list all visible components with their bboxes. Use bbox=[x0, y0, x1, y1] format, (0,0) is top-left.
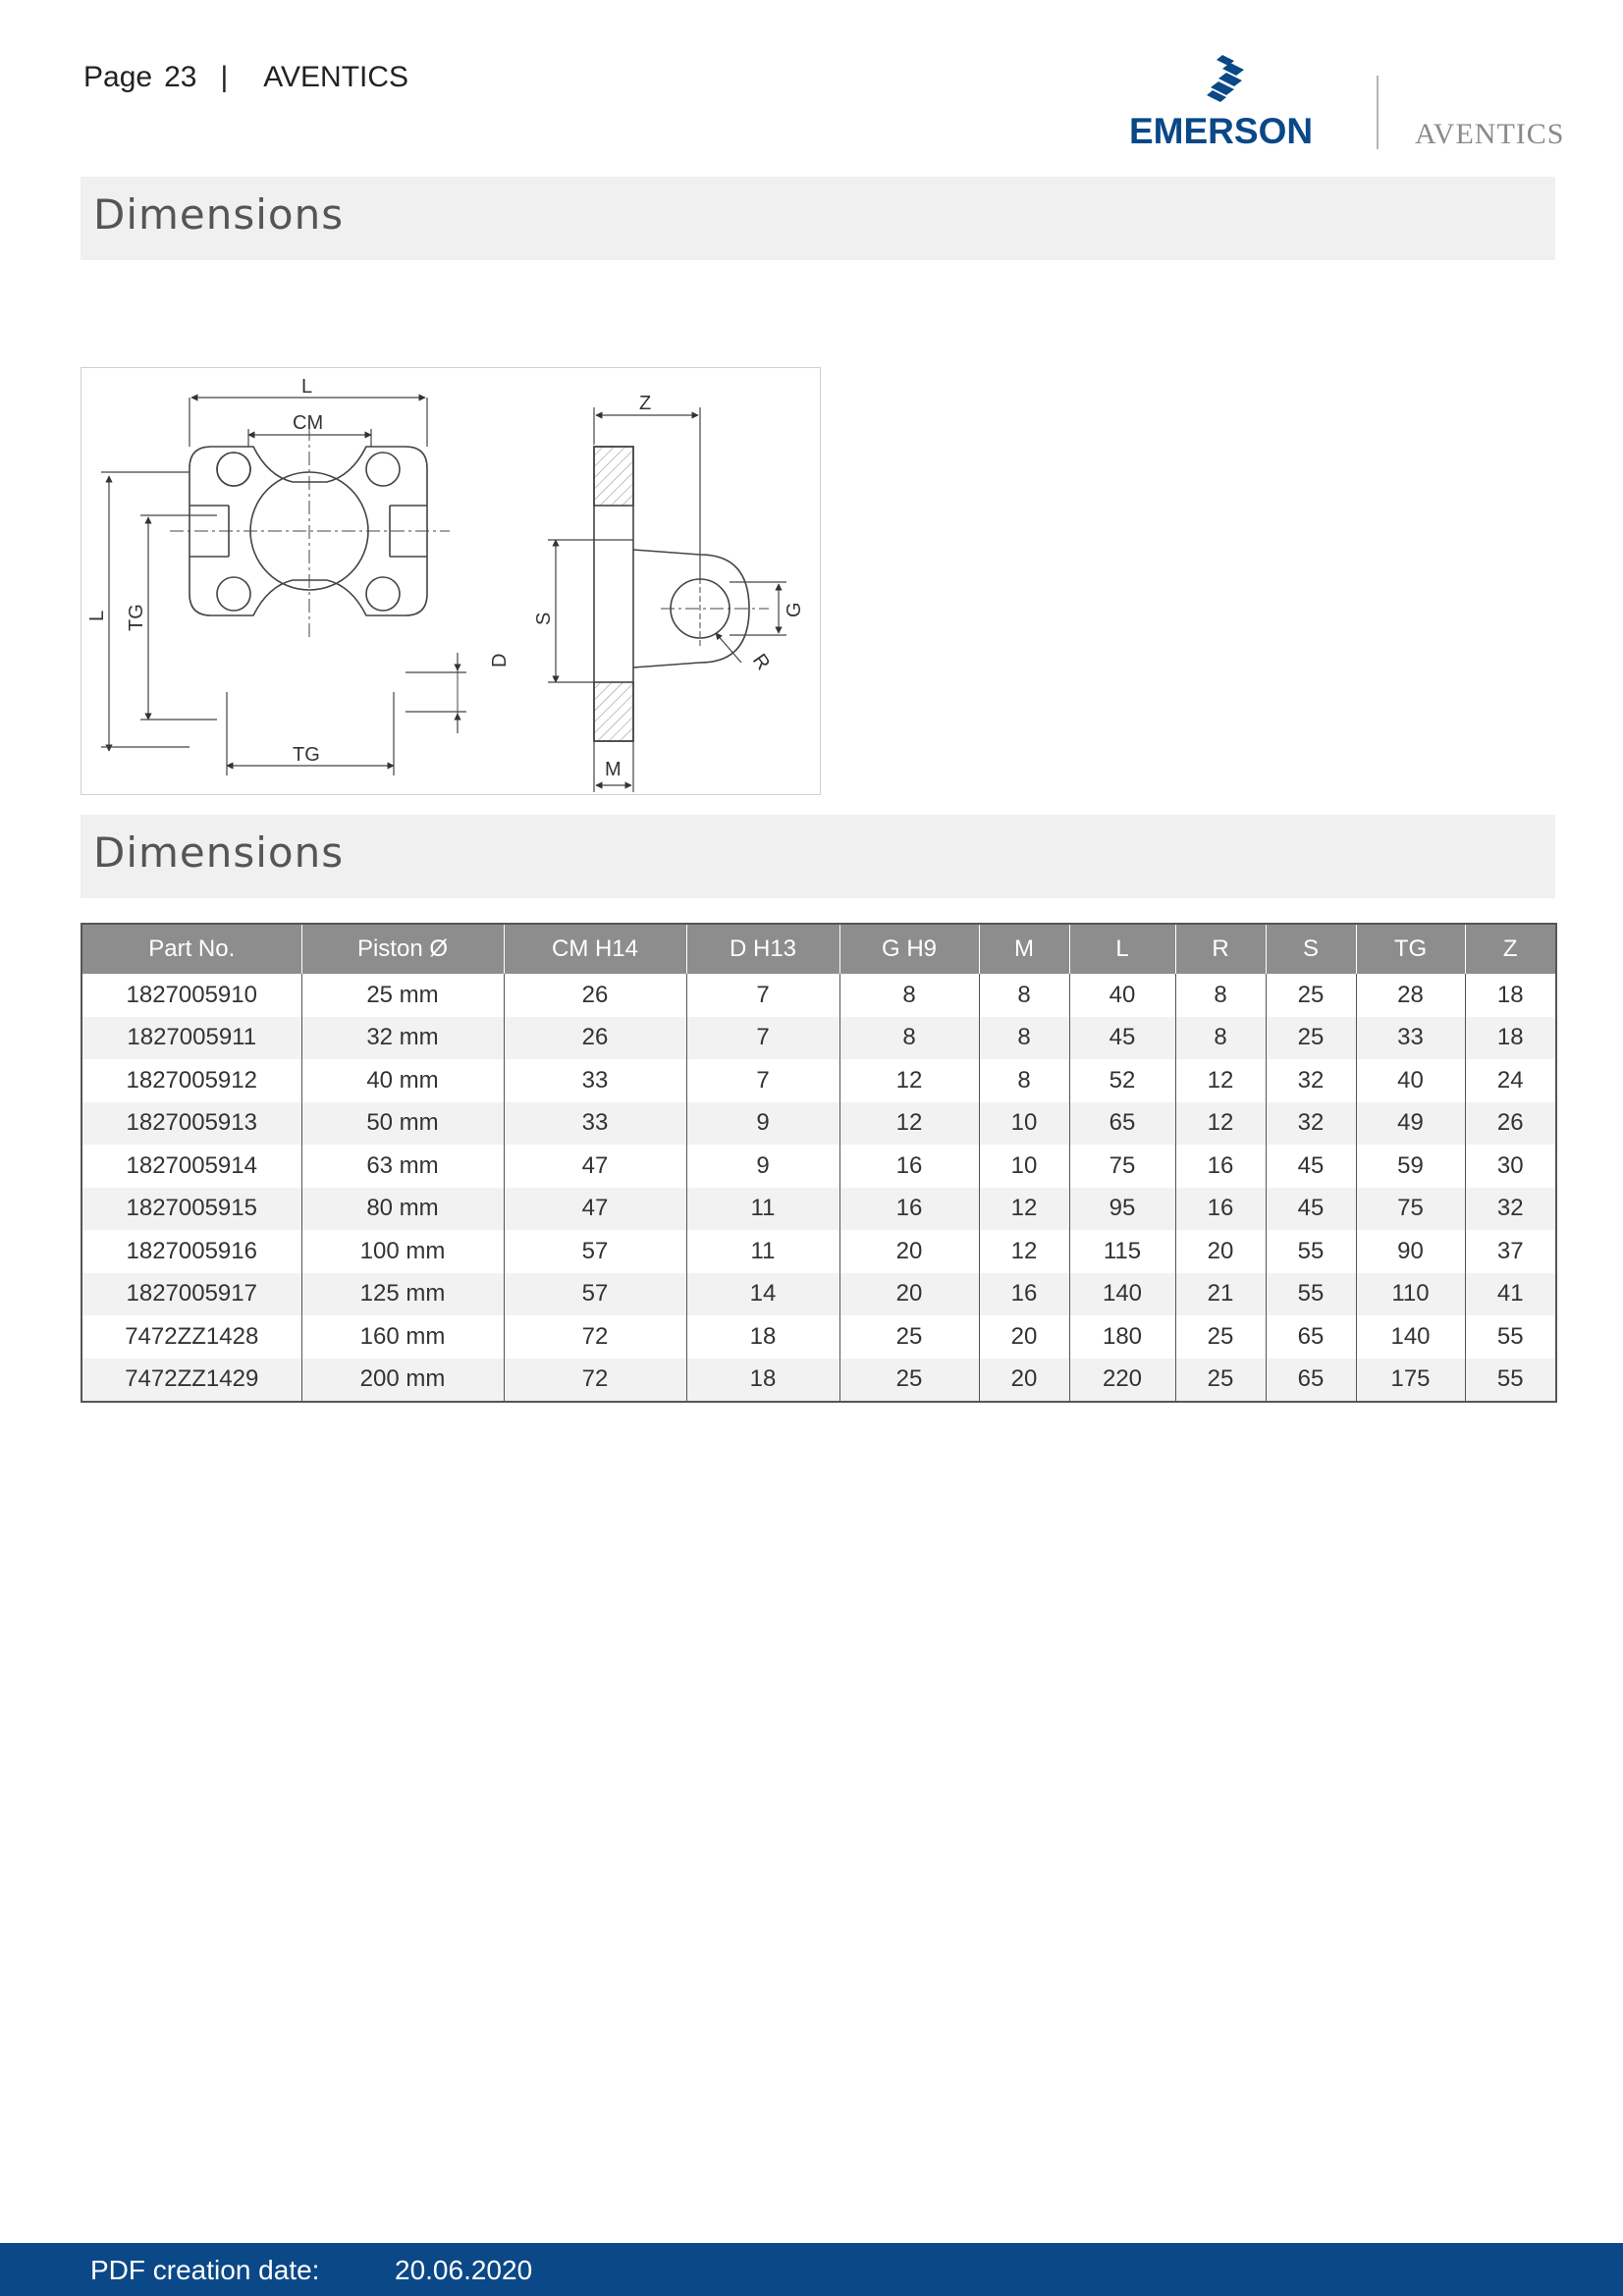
table-cell: 33 bbox=[1356, 1017, 1465, 1060]
flange-front-view bbox=[170, 427, 450, 638]
label-G: G bbox=[784, 602, 805, 617]
table-cell: 47 bbox=[504, 1145, 686, 1188]
table-cell: 160 mm bbox=[301, 1315, 504, 1359]
column-header: L bbox=[1069, 924, 1175, 974]
label-TG-bottom: TG bbox=[293, 744, 320, 766]
table-cell: 65 bbox=[1266, 1315, 1356, 1359]
table-cell: 100 mm bbox=[301, 1230, 504, 1273]
column-header: D H13 bbox=[686, 924, 839, 974]
table-cell: 220 bbox=[1069, 1359, 1175, 1403]
table-cell: 32 bbox=[1266, 1059, 1356, 1102]
table-cell: 63 mm bbox=[301, 1145, 504, 1188]
table-cell: 40 bbox=[1356, 1059, 1465, 1102]
table-row bbox=[81, 1145, 1556, 1188]
table-cell: 26 bbox=[504, 1017, 686, 1060]
table-cell: 9 bbox=[686, 1102, 839, 1146]
column-header: Z bbox=[1465, 924, 1556, 974]
table-cell: 1827005910 bbox=[81, 974, 301, 1017]
table-cell: 1827005915 bbox=[81, 1188, 301, 1231]
table-cell: 33 bbox=[504, 1059, 686, 1102]
table-cell: 21 bbox=[1175, 1273, 1266, 1316]
table-cell: 40 mm bbox=[301, 1059, 504, 1102]
table-cell: 11 bbox=[686, 1230, 839, 1273]
table-cell: 18 bbox=[686, 1359, 839, 1403]
table-cell: 25 bbox=[1175, 1315, 1266, 1359]
table-cell: 16 bbox=[839, 1145, 979, 1188]
emerson-aventics-logo bbox=[1124, 51, 1596, 154]
table-cell: 20 bbox=[979, 1315, 1069, 1359]
table-cell: 7 bbox=[686, 1059, 839, 1102]
table-cell: 25 bbox=[1266, 974, 1356, 1017]
table-cell: 45 bbox=[1266, 1188, 1356, 1231]
table-cell: 75 bbox=[1069, 1145, 1175, 1188]
table-cell: 55 bbox=[1266, 1230, 1356, 1273]
section-header-drawing bbox=[81, 177, 1555, 260]
table-cell: 18 bbox=[686, 1315, 839, 1359]
table-cell: 75 bbox=[1356, 1188, 1465, 1231]
table-cell: 1827005914 bbox=[81, 1145, 301, 1188]
table-cell: 57 bbox=[504, 1230, 686, 1273]
label-L-top: L bbox=[301, 376, 313, 398]
column-header: TG bbox=[1356, 924, 1465, 974]
table-row bbox=[81, 1359, 1556, 1403]
side-view-dimensions bbox=[548, 407, 786, 792]
table-cell: 12 bbox=[979, 1188, 1069, 1231]
dimensions-table bbox=[81, 923, 1557, 1403]
table-cell: 95 bbox=[1069, 1188, 1175, 1231]
table-cell: 25 bbox=[839, 1359, 979, 1403]
table-cell: 28 bbox=[1356, 974, 1465, 1017]
label-TG-side: TG bbox=[126, 604, 147, 631]
dimension-drawing bbox=[81, 367, 821, 795]
table-row bbox=[81, 1273, 1556, 1316]
table-cell: 45 bbox=[1069, 1017, 1175, 1060]
emerson-mark-icon bbox=[1207, 55, 1244, 102]
table-cell: 7 bbox=[686, 1017, 839, 1060]
label-R: R bbox=[747, 650, 775, 674]
table-body bbox=[81, 974, 1556, 1402]
table-cell: 12 bbox=[839, 1059, 979, 1102]
label-CM: CM bbox=[293, 412, 324, 434]
table-cell: 65 bbox=[1069, 1102, 1175, 1146]
table-header-row bbox=[81, 924, 1556, 974]
table-cell: 140 bbox=[1356, 1315, 1465, 1359]
table-cell: 26 bbox=[1465, 1102, 1556, 1146]
table-cell: 18 bbox=[1465, 1017, 1556, 1060]
header-separator: | bbox=[220, 61, 229, 93]
table-cell: 33 bbox=[504, 1102, 686, 1146]
front-view-dimensions bbox=[101, 398, 466, 775]
table-cell: 18 bbox=[1496, 981, 1524, 1008]
table-cell: 50 mm bbox=[301, 1102, 504, 1146]
table-row bbox=[81, 1102, 1556, 1146]
table-cell: 59 bbox=[1356, 1145, 1465, 1188]
table-cell: 26 bbox=[504, 974, 686, 1017]
table-cell: 1827005911 bbox=[81, 1017, 301, 1060]
table-cell: 10 bbox=[979, 1145, 1069, 1188]
table-cell: 200 mm bbox=[301, 1359, 504, 1403]
table-cell: 20 bbox=[979, 1359, 1069, 1403]
table-cell: 1827005917 bbox=[81, 1273, 301, 1316]
table-cell: 8 bbox=[979, 1059, 1069, 1102]
table-row bbox=[81, 1059, 1556, 1102]
label-S: S bbox=[533, 612, 555, 625]
table-cell: 72 bbox=[504, 1359, 686, 1403]
label-M: M bbox=[605, 759, 622, 780]
table-row bbox=[81, 1188, 1556, 1231]
table-row bbox=[81, 1230, 1556, 1273]
table-cell: 25 mm bbox=[301, 974, 504, 1017]
header-brand: AVENTICS bbox=[263, 61, 409, 93]
table-cell: 20 bbox=[839, 1273, 979, 1316]
label-D: D bbox=[489, 653, 511, 667]
column-header: Part No. bbox=[81, 924, 301, 974]
table-cell: 65 bbox=[1266, 1359, 1356, 1403]
table-cell: 8 bbox=[839, 974, 979, 1017]
bolt-holes bbox=[217, 453, 250, 486]
column-header: CM H14 bbox=[504, 924, 686, 974]
table-row bbox=[81, 1017, 1556, 1060]
section-title: Dimensions bbox=[93, 190, 345, 239]
flange-side-view bbox=[594, 447, 769, 741]
table-cell: 12 bbox=[979, 1230, 1069, 1273]
table-cell: 72 bbox=[504, 1315, 686, 1359]
table-cell: 37 bbox=[1496, 1237, 1524, 1264]
table-cell: 7472ZZ1428 bbox=[81, 1315, 301, 1359]
table-cell: 10 bbox=[979, 1102, 1069, 1146]
table-cell: 8 bbox=[979, 974, 1069, 1017]
table-cell: 49 bbox=[1356, 1102, 1465, 1146]
table-cell: 41 bbox=[1465, 1273, 1556, 1316]
page-header bbox=[83, 61, 408, 94]
table-cell: 7 bbox=[686, 974, 839, 1017]
table-cell: 12 bbox=[1175, 1059, 1266, 1102]
table-cell: 9 bbox=[686, 1145, 839, 1188]
table-cell: 16 bbox=[1175, 1145, 1266, 1188]
table-cell: 1827005916 bbox=[81, 1230, 301, 1273]
table-cell: 1827005912 bbox=[81, 1059, 301, 1102]
table-cell: 20 bbox=[1175, 1230, 1266, 1273]
label-Z: Z bbox=[639, 393, 652, 414]
table-cell: 32 bbox=[1465, 1188, 1556, 1231]
column-header: R bbox=[1175, 924, 1266, 974]
table-cell: 55 bbox=[1496, 1322, 1524, 1350]
table-cell: 55 bbox=[1266, 1273, 1356, 1316]
table-cell: 52 bbox=[1069, 1059, 1175, 1102]
table-cell: 8 bbox=[839, 1017, 979, 1060]
table-cell: 110 bbox=[1356, 1273, 1465, 1316]
table-cell: 55 bbox=[1465, 1359, 1556, 1403]
table-cell: 12 bbox=[839, 1102, 979, 1146]
table-cell: 47 bbox=[504, 1188, 686, 1231]
column-header: Piston Ø bbox=[301, 924, 504, 974]
table-cell: 175 bbox=[1356, 1359, 1465, 1403]
table-cell: 16 bbox=[1175, 1188, 1266, 1231]
footer-date: 20.06.2020 bbox=[395, 2255, 533, 2285]
column-header: G H9 bbox=[839, 924, 979, 974]
table-cell: 32 mm bbox=[301, 1017, 504, 1060]
table-cell: 16 bbox=[979, 1273, 1069, 1316]
table-cell: 16 bbox=[839, 1188, 979, 1231]
table-cell: 1827005913 bbox=[81, 1102, 301, 1146]
table-cell: 40 bbox=[1069, 974, 1175, 1017]
table-cell: 57 bbox=[504, 1273, 686, 1316]
table-cell: 25 bbox=[1266, 1017, 1356, 1060]
page-label: Page bbox=[83, 61, 153, 93]
footer-label: PDF creation date: bbox=[90, 2255, 320, 2285]
table-cell: 12 bbox=[1175, 1102, 1266, 1146]
table-cell: 30 bbox=[1496, 1151, 1524, 1179]
footer-bar bbox=[0, 2243, 1623, 2296]
table-cell: 32 bbox=[1266, 1102, 1356, 1146]
section-header-table bbox=[81, 815, 1555, 898]
table-cell: 115 bbox=[1069, 1230, 1175, 1273]
table-cell: 80 mm bbox=[301, 1188, 504, 1231]
table-cell: 11 bbox=[686, 1188, 839, 1231]
page-number: 23 bbox=[164, 61, 197, 93]
table-cell: 140 bbox=[1069, 1273, 1175, 1316]
table-cell: 8 bbox=[1175, 974, 1266, 1017]
table-cell: 180 bbox=[1069, 1315, 1175, 1359]
table-row bbox=[81, 1315, 1556, 1359]
table-cell: 45 bbox=[1266, 1145, 1356, 1188]
table-cell: 7472ZZ1429 bbox=[81, 1359, 301, 1403]
table-cell: 24 bbox=[1496, 1066, 1524, 1094]
table-cell: 20 bbox=[839, 1230, 979, 1273]
column-header: M bbox=[979, 924, 1069, 974]
label-L-side: L bbox=[86, 610, 108, 621]
table-row bbox=[81, 974, 1556, 1017]
column-header: S bbox=[1266, 924, 1356, 974]
emerson-wordmark: EMERSON bbox=[1129, 111, 1314, 151]
table-cell: 8 bbox=[1175, 1017, 1266, 1060]
section-title: Dimensions bbox=[93, 828, 345, 877]
table-cell: 8 bbox=[979, 1017, 1069, 1060]
table-cell: 14 bbox=[686, 1273, 839, 1316]
aventics-wordmark: AVENTICS bbox=[1415, 118, 1565, 150]
table-cell: 25 bbox=[839, 1315, 979, 1359]
table-cell: 125 mm bbox=[301, 1273, 504, 1316]
table-cell: 90 bbox=[1356, 1230, 1465, 1273]
table-cell: 25 bbox=[1175, 1359, 1266, 1403]
